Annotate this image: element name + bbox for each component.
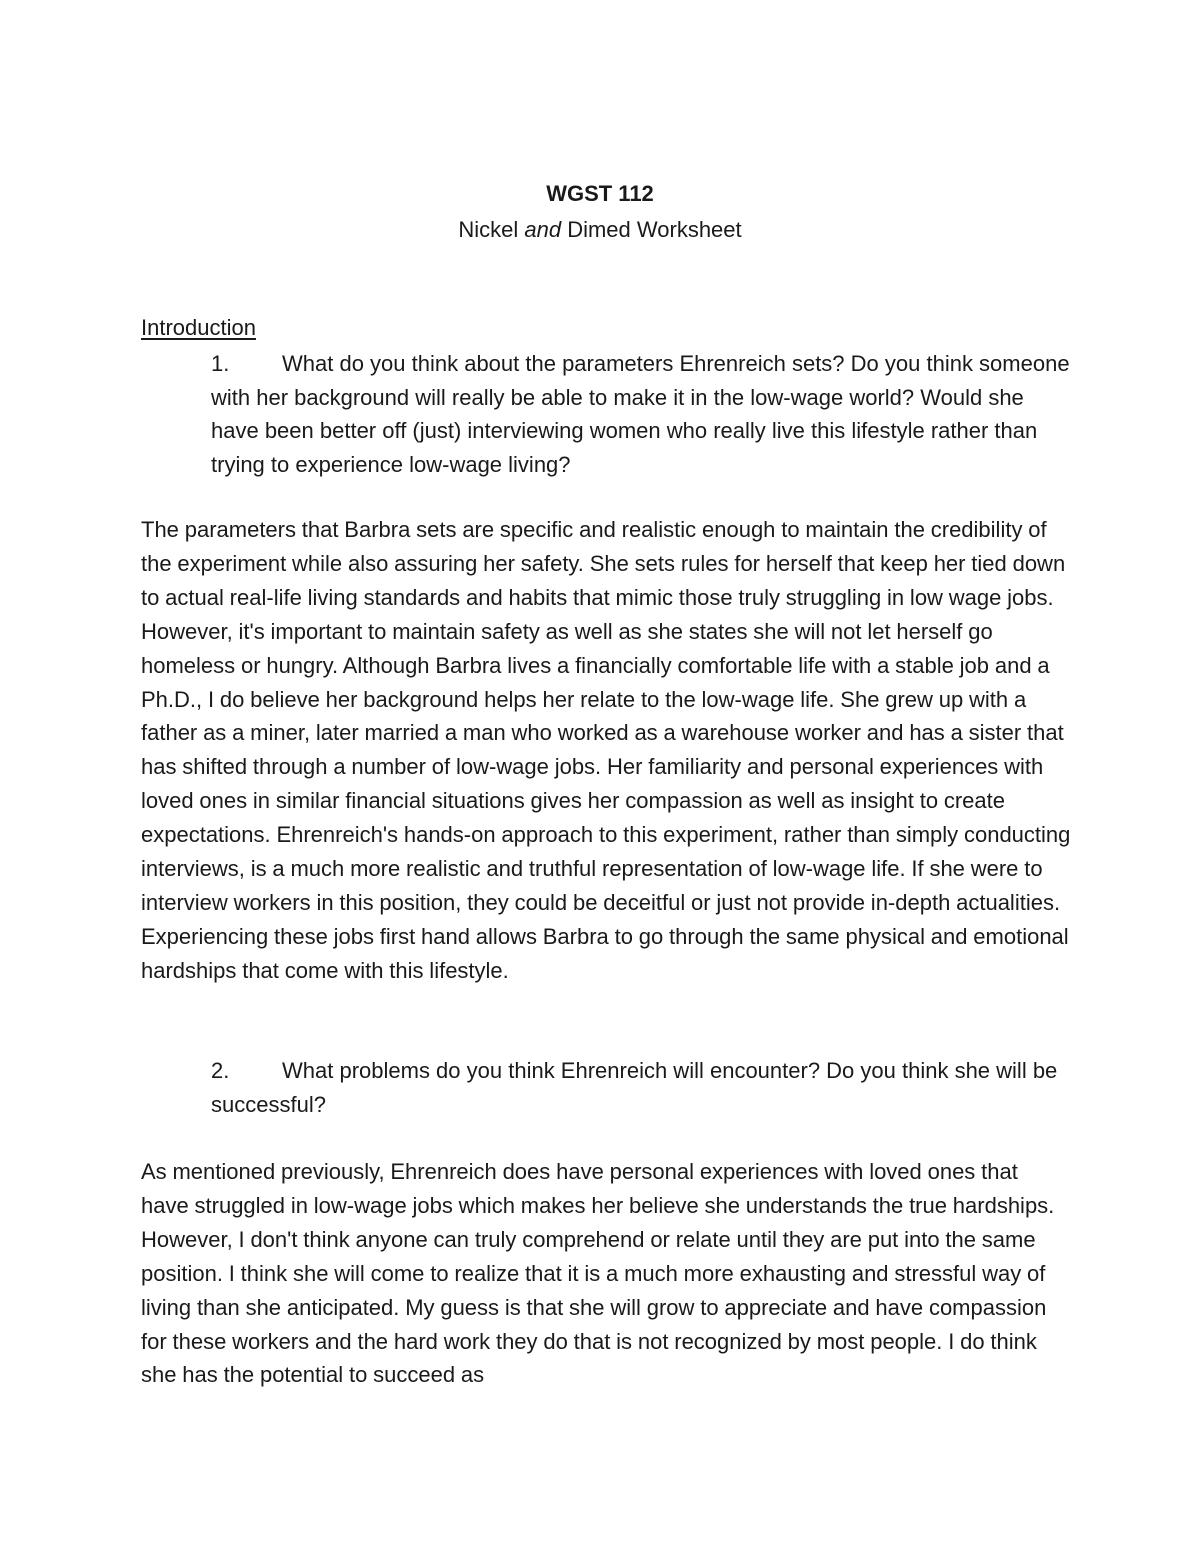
question-1 — [211, 347, 1071, 481]
question-text: What problems do you think Ehrenreich will encounter? Do you think she will be successful? — [211, 1058, 1058, 1117]
section-heading: Introduction — [141, 315, 256, 340]
question-number: 2. — [211, 1058, 230, 1083]
title-text-start: Nickel — [458, 217, 525, 242]
question-2 — [211, 1054, 1071, 1121]
answer-1: The parameters that Barbra sets are specific and realistic enough to maintain the credibility of the experiment while also assuring her safety. She sets rules for herself that keep her tied down to actual real-life living standards and habits that mimic those truly struggling in low wage jobs. However, it's important to maintain safety as well as she states she will not let herself go homeless or hungry. Although Barbra lives a financially comfortable life with a stable job and a Ph.D., I do believe her background helps her relate to the low-wage life. She grew up with a father as a miner, later married a man who worked as a warehouse worker and has a sister that has shifted through a number of low-wage jobs. Her familiarity and personal experiences with loved ones in similar financial situations gives her compassion as well as insight to create expectations. Ehrenreich's hands-on approach to this experiment, rather than simply conducting interviews, is a much more realistic and truthful representation of low-wage life. If she were to interview workers in this position, they could be deceitful or just not provide in-depth actualities. Experiencing these jobs first hand allows Barbra to go through the same physical and emotional hardships that come with this lifestyle. — [141, 517, 1071, 983]
question-number: 1. — [211, 351, 230, 376]
answer-2: As mentioned previously, Ehrenreich does have personal experiences with loved ones that have struggled in low-wage jobs which makes her believe she understands the true hardships. However, I don't think anyone can truly comprehend or relate until they are put into the same position. I think she will come to realize that it is a much more exhausting and stressful way of living than she anticipated. My guess is that she will grow to appreciate and have compassion for these workers and the hard work they do that is not recognized by most people. I do think she has the potential to succeed as — [141, 1159, 1055, 1388]
question-text: What do you think about the parameters Ehrenreich sets? Do you think someone with her background will really be able to make it in the low-wage world? Would she have been better off (just) interviewing women who really live this lifestyle rather than trying to experience low-wage living? — [211, 351, 1070, 477]
document-title — [0, 216, 1200, 244]
title-text-end: Dimed Worksheet — [561, 217, 742, 242]
title-italic-word: and — [524, 217, 562, 242]
course-code: WGST 112 — [546, 181, 654, 206]
